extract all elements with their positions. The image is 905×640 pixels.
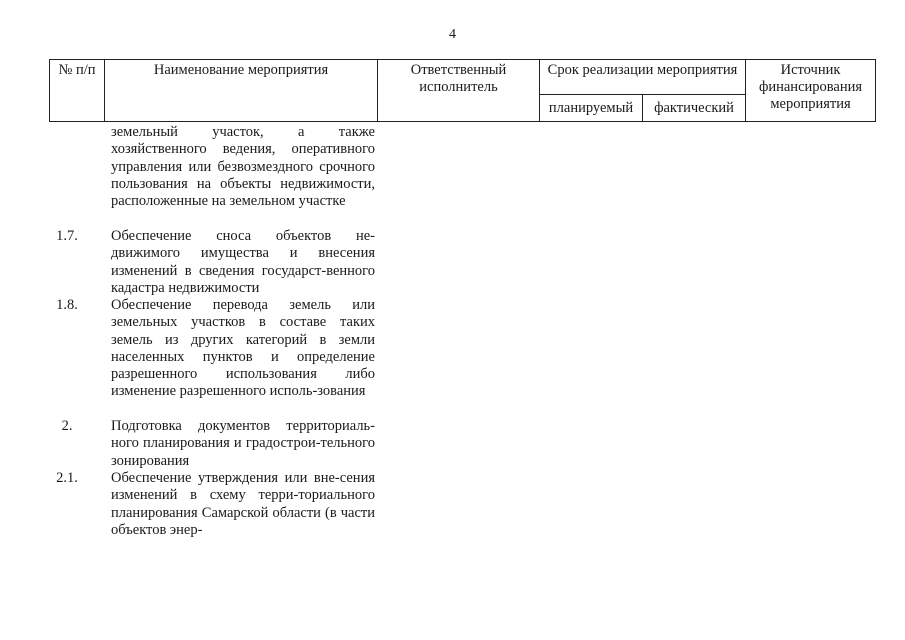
header-name-cell: Наименование мероприятия xyxy=(105,60,378,122)
header-number-cell: № п/п xyxy=(50,60,105,122)
row-text-2: Подготовка документов территориаль-ного планирования и градострои-тельного зонирования xyxy=(111,418,375,469)
table-header xyxy=(49,59,876,122)
header-planned-cell: планируемый xyxy=(540,95,643,122)
row-number-2-1: 2.1. xyxy=(56,470,78,486)
row-number-2: 2. xyxy=(61,418,73,434)
row-continued-text: земельный участок, а также хозяйственного ведения, оперативного управления или безвозмездного срочного пользования на объекты недвижимости, расположенные на земельном участке xyxy=(111,124,375,210)
row-number-1-8: 1.8. xyxy=(56,297,78,313)
row-number-1-7: 1.7. xyxy=(56,228,78,244)
header-executor-cell: Ответственный исполнитель xyxy=(378,60,540,122)
row-text-1-7: Обеспечение сноса объектов не-движимого имущества и внесения изменений в сведения государст-венного кадастра недвижимости xyxy=(111,228,375,296)
header-actual-cell: фактический xyxy=(643,95,746,122)
row-text-1-8: Обеспечение перевода земель или земельных участков в составе таких земель из других категорий в земли населенных пунктов и определение разрешенного использования либо изменение разрешенного исполь-зования xyxy=(111,297,375,400)
row-text-2-1: Обеспечение утверждения или вне-сения изменений в схему терри-ториального планирования Самарской области (в части объектов энер- xyxy=(111,470,375,538)
header-source-cell: Источник финансирования мероприятия xyxy=(746,60,876,122)
page-number: 4 xyxy=(449,27,456,42)
header-period-cell: Срок реализации мероприятия xyxy=(540,60,746,95)
